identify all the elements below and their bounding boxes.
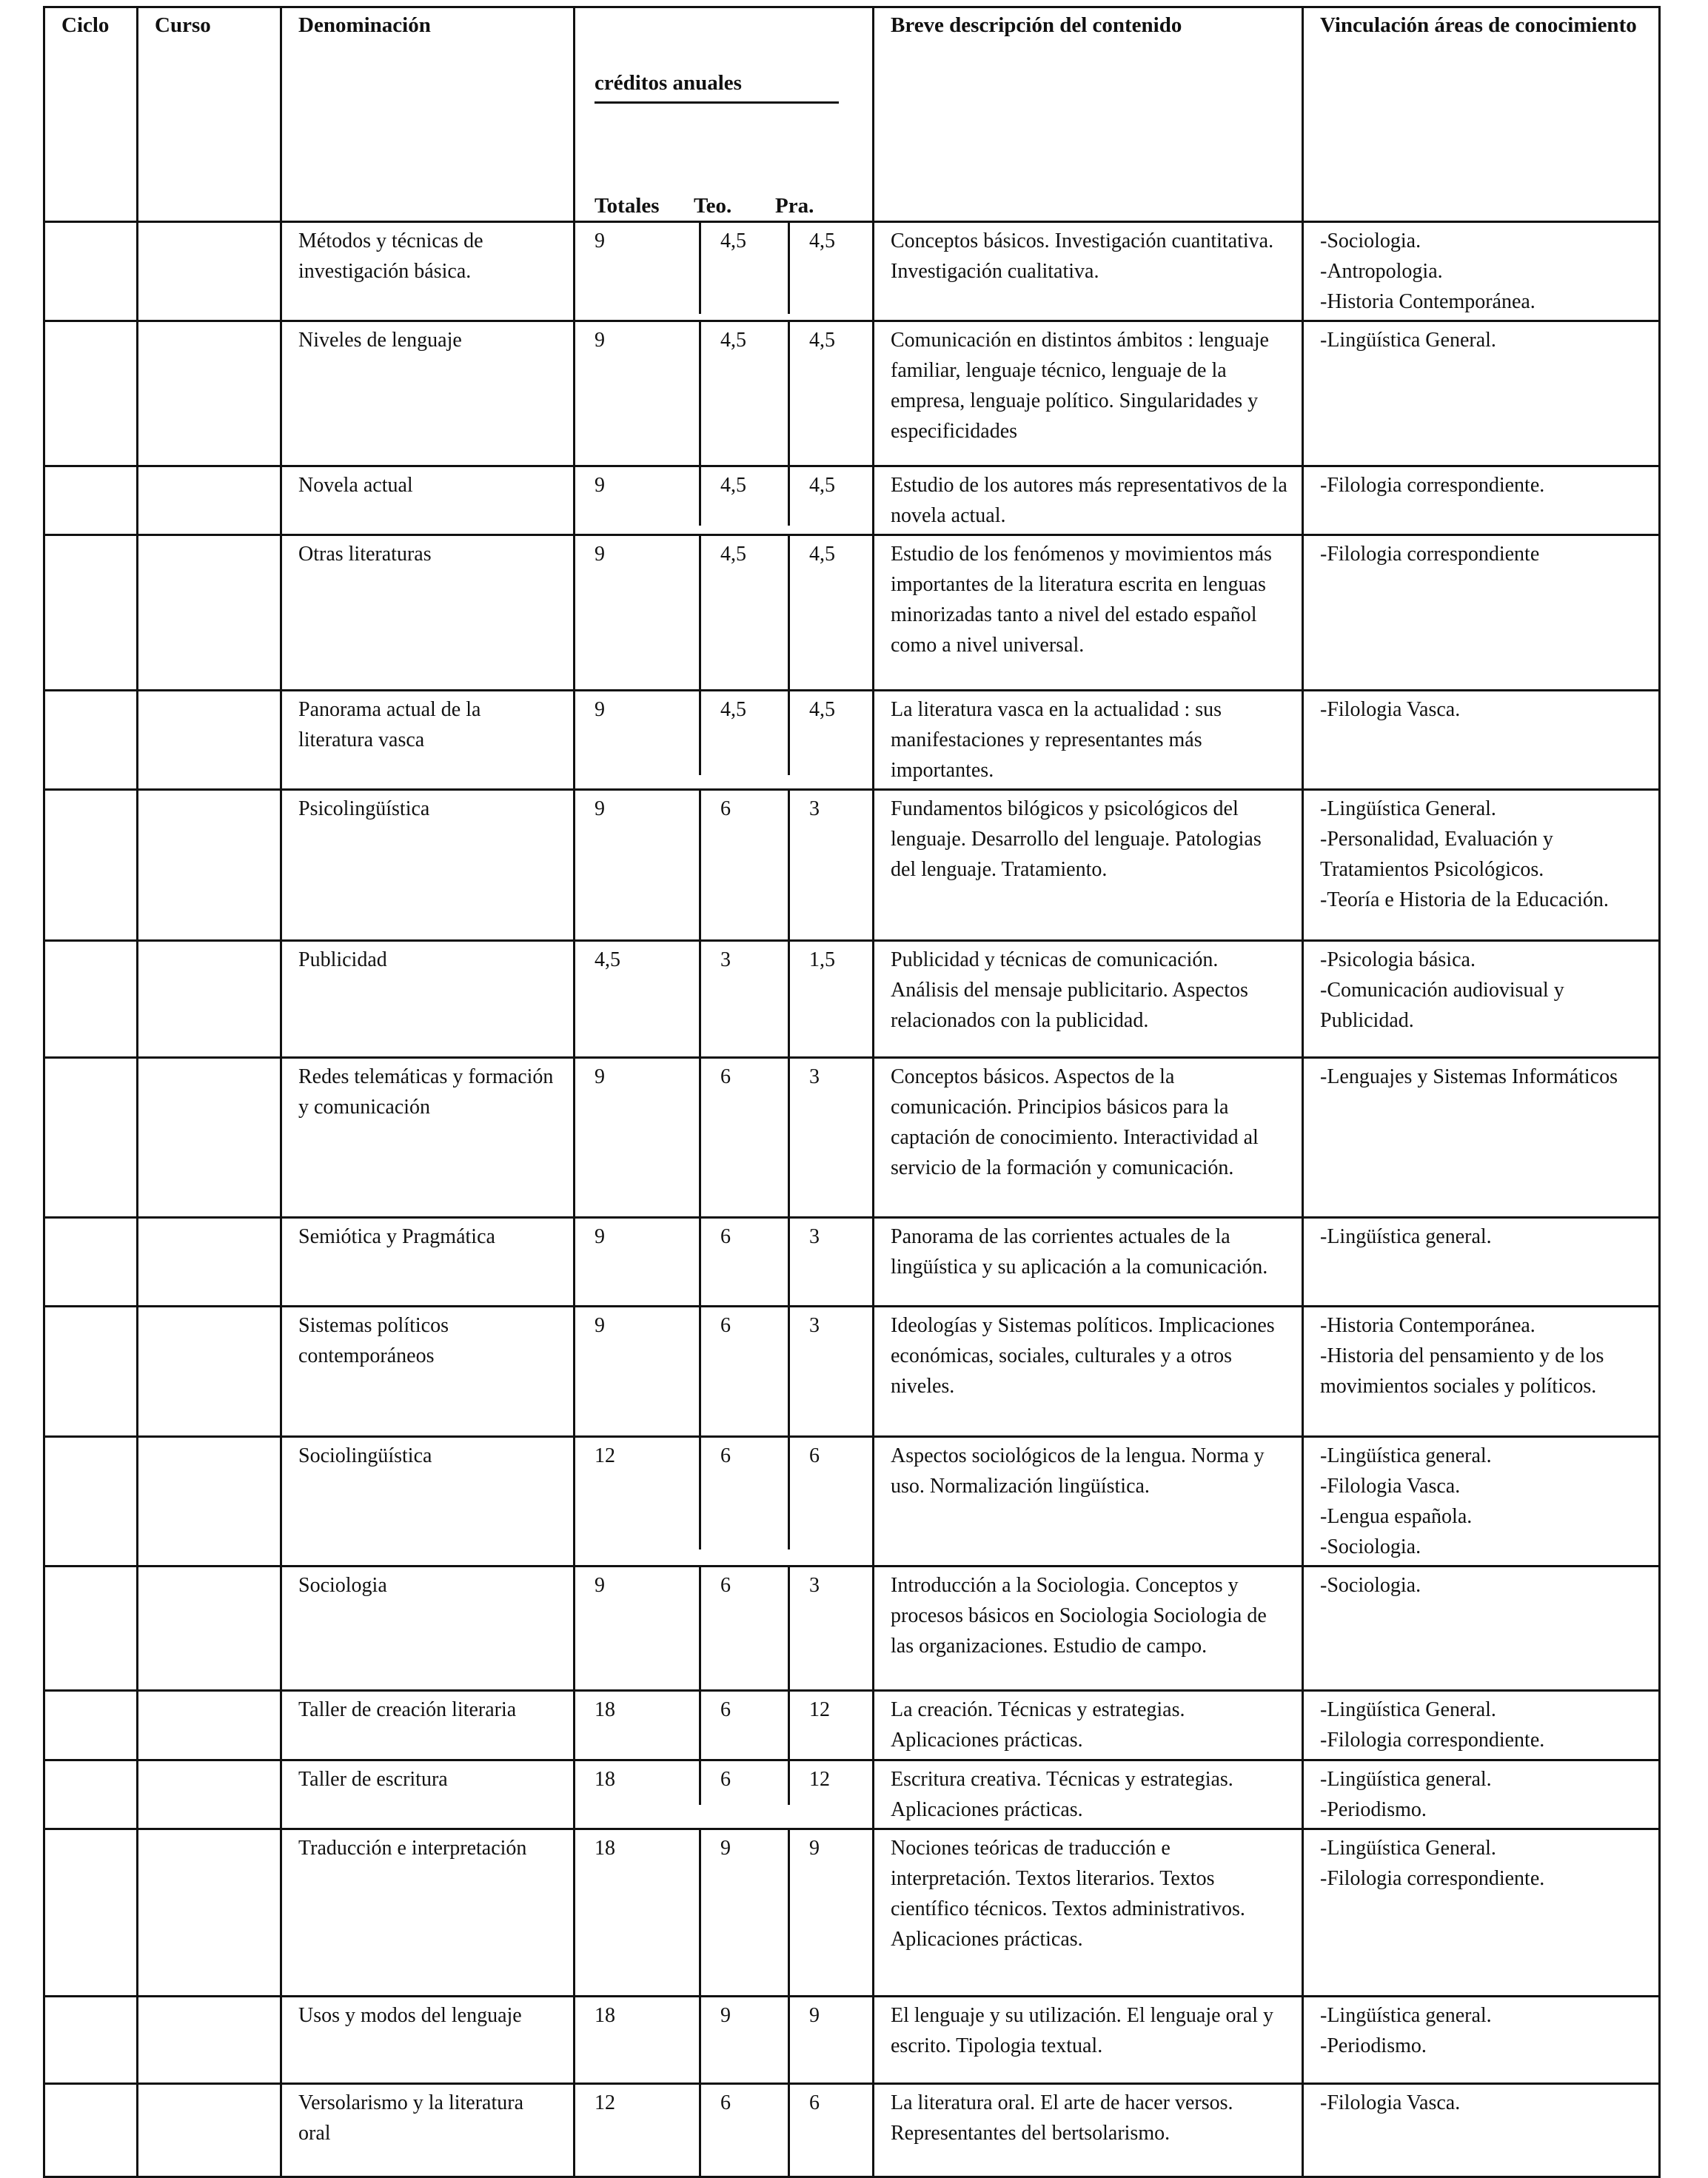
cell-ciclo: [44, 1760, 138, 1829]
table-row: [44, 1437, 1660, 1567]
cell-vinculacion: -Lingüística General. -Filologia correspondiente.: [1303, 1691, 1660, 1760]
cell-teo: 6: [701, 1692, 790, 1759]
cell-totales: 9: [575, 1567, 701, 1689]
cell-denominacion: Redes telemáticas y formación y comunicación: [281, 1058, 575, 1218]
cell-vinculacion: -Filologia Vasca.: [1303, 2084, 1660, 2177]
cell-ciclo: [44, 1058, 138, 1218]
cell-descripcion: Conceptos básicos. Aspectos de la comunicación. Principios básicos para la captación de conocimiento. Interactividad al servicio de la formación y comunicación.: [874, 1058, 1303, 1218]
credits-group: [575, 1997, 872, 2082]
cell-curso: [138, 790, 281, 941]
cell-vinculacion: -Filologia Vasca.: [1303, 691, 1660, 790]
cell-pra: 12: [809, 1768, 830, 1791]
cell-pra: 6: [809, 1444, 820, 1467]
cell-denominacion: Taller de escritura: [281, 1760, 575, 1829]
credits-group: [575, 223, 872, 314]
cell-pra: 3: [809, 1225, 820, 1248]
cell-totales: 9: [575, 1307, 701, 1435]
cell-descripcion: El lenguaje y su utilización. El lenguaje oral y escrito. Tipologia textual.: [874, 1997, 1303, 2084]
cell-vinculacion: -Filologia correspondiente.: [1303, 466, 1660, 535]
cell-ciclo: [44, 1829, 138, 1997]
cell-curso: [138, 1058, 281, 1218]
cell-ciclo: [44, 535, 138, 691]
curriculum-table: [43, 6, 1661, 2178]
table-row: [44, 321, 1660, 466]
cell-curso: [138, 1997, 281, 2084]
cell-ciclo: [44, 321, 138, 466]
cell-curso: [138, 1437, 281, 1567]
cell-totales: 18: [575, 1997, 701, 2082]
cell-pra: 9: [809, 2004, 820, 2027]
cell-pra: 3: [809, 1574, 820, 1597]
credits-group: [575, 322, 872, 465]
cell-pra: 1,5: [809, 948, 835, 971]
cell-creditos: [575, 1058, 874, 1218]
cell-vinculacion: -Lingüística general. -Filologia Vasca. -Lengua española. -Sociologia.: [1303, 1437, 1660, 1567]
cell-descripcion: Panorama de las corrientes actuales de la lingüística y su aplicación a la comunicación.: [874, 1218, 1303, 1307]
header-row: [44, 7, 1660, 222]
cell-descripcion: Introducción a la Sociologia. Conceptos y procesos básicos en Sociologia Sociologia de las organizaciones. Estudio de campo.: [874, 1567, 1303, 1691]
cell-teo: 4,5: [701, 223, 790, 314]
cell-teo: 9: [701, 1830, 790, 1995]
cell-ciclo: [44, 1218, 138, 1307]
cell-denominacion: Sociologia: [281, 1567, 575, 1691]
cell-descripcion: Comunicación en distintos ámbitos : lenguaje familiar, lenguaje técnico, lenguaje de la empresa, lenguaje político. Singularidades y especificidades: [874, 321, 1303, 466]
cell-totales: 18: [575, 1692, 701, 1759]
header-denominacion: Denominación: [281, 7, 575, 222]
cell-ciclo: [44, 1997, 138, 2084]
cell-teo: 6: [701, 1219, 790, 1305]
cell-creditos: [575, 790, 874, 941]
cell-vinculacion: -Lingüística General.: [1303, 321, 1660, 466]
cell-teo: 6: [701, 1307, 790, 1435]
cell-ciclo: [44, 941, 138, 1058]
cell-totales: 12: [575, 1438, 701, 1549]
cell-curso: [138, 1567, 281, 1691]
cell-curso: [138, 1829, 281, 1997]
header-creditos: [575, 7, 874, 222]
cell-totales: 12: [575, 2085, 701, 2176]
cell-pra: 4,5: [809, 474, 835, 497]
cell-teo: 4,5: [701, 536, 790, 689]
credits-group: [575, 536, 872, 689]
table-row: [44, 1218, 1660, 1307]
cell-ciclo: [44, 1691, 138, 1760]
cell-ciclo: [44, 1437, 138, 1567]
cell-vinculacion: -Lenguajes y Sistemas Informáticos: [1303, 1058, 1660, 1218]
cell-creditos: [575, 1218, 874, 1307]
cell-totales: 18: [575, 1761, 701, 1805]
cell-creditos: [575, 2084, 874, 2177]
credits-group: [575, 1761, 872, 1805]
table-row: [44, 1307, 1660, 1437]
table-row: [44, 2084, 1660, 2177]
header-pra: Pra.: [775, 194, 814, 218]
credits-group: [575, 1567, 872, 1689]
table-row: [44, 1997, 1660, 2084]
cell-creditos: [575, 1307, 874, 1437]
cell-curso: [138, 222, 281, 321]
cell-curso: [138, 321, 281, 466]
cell-teo: 4,5: [701, 691, 790, 775]
cell-denominacion: Versolarismo y la literatura oral: [281, 2084, 575, 2177]
cell-teo: 9: [701, 1997, 790, 2082]
credits-group: [575, 1307, 872, 1435]
cell-vinculacion: -Lingüística General. -Filologia correspondiente.: [1303, 1829, 1660, 1997]
cell-descripcion: Aspectos sociológicos de la lengua. Norma y uso. Normalización lingüística.: [874, 1437, 1303, 1567]
cell-totales: 18: [575, 1830, 701, 1995]
cell-denominacion: Otras literaturas: [281, 535, 575, 691]
cell-totales: 9: [575, 691, 701, 775]
cell-ciclo: [44, 466, 138, 535]
cell-descripcion: La literatura vasca en la actualidad : sus manifestaciones y representantes más importantes.: [874, 691, 1303, 790]
cell-teo: 6: [701, 1567, 790, 1689]
cell-pra: 3: [809, 1314, 820, 1337]
cell-descripcion: Fundamentos bilógicos y psicológicos del lenguaje. Desarrollo del lenguaje. Patologias del lenguaje. Tratamiento.: [874, 790, 1303, 941]
cell-vinculacion: -Psicologia básica. -Comunicación audiovisual y Publicidad.: [1303, 941, 1660, 1058]
credits-group: [575, 691, 872, 775]
cell-teo: 3: [701, 942, 790, 1056]
cell-creditos: [575, 1437, 874, 1567]
cell-pra: 4,5: [809, 329, 835, 352]
cell-teo: 4,5: [701, 322, 790, 465]
cell-totales: 9: [575, 536, 701, 689]
cell-totales: 9: [575, 1219, 701, 1305]
cell-denominacion: Métodos y técnicas de investigación básica.: [281, 222, 575, 321]
table-row: [44, 1058, 1660, 1218]
cell-denominacion: Niveles de lenguaje: [281, 321, 575, 466]
cell-creditos: [575, 1829, 874, 1997]
credits-group: [575, 942, 872, 1056]
cell-ciclo: [44, 1567, 138, 1691]
cell-denominacion: Publicidad: [281, 941, 575, 1058]
table-row: [44, 790, 1660, 941]
cell-totales: 9: [575, 1059, 701, 1216]
cell-descripcion: Ideologías y Sistemas políticos. Implicaciones económicas, sociales, culturales y a otros niveles.: [874, 1307, 1303, 1437]
table-row: [44, 1691, 1660, 1760]
cell-creditos: [575, 941, 874, 1058]
credits-group: [575, 1059, 872, 1216]
cell-curso: [138, 466, 281, 535]
cell-creditos: [575, 222, 874, 321]
table-row: [44, 691, 1660, 790]
cell-ciclo: [44, 691, 138, 790]
cell-vinculacion: -Lingüística General. -Personalidad, Evaluación y Tratamientos Psicológicos. -Teoría e Historia de la Educación.: [1303, 790, 1660, 941]
cell-teo: 6: [701, 2085, 790, 2176]
header-vinculacion: Vinculación áreas de conocimiento: [1303, 7, 1660, 222]
cell-vinculacion: -Filologia correspondiente: [1303, 535, 1660, 691]
cell-descripcion: Estudio de los autores más representativos de la novela actual.: [874, 466, 1303, 535]
cell-totales: 9: [575, 791, 701, 939]
cell-curso: [138, 535, 281, 691]
cell-ciclo: [44, 222, 138, 321]
cell-curso: [138, 1218, 281, 1307]
cell-denominacion: Semiótica y Pragmática: [281, 1218, 575, 1307]
cell-denominacion: Traducción e interpretación: [281, 1829, 575, 1997]
cell-creditos: [575, 321, 874, 466]
cell-creditos: [575, 691, 874, 790]
table-row: [44, 222, 1660, 321]
cell-pra: 4,5: [809, 543, 835, 566]
cell-denominacion: Panorama actual de la literatura vasca: [281, 691, 575, 790]
header-curso: Curso: [138, 7, 281, 222]
cell-pra: 12: [809, 1698, 830, 1721]
cell-denominacion: Psicolingüística: [281, 790, 575, 941]
table-body: [44, 222, 1660, 2177]
cell-creditos: [575, 1997, 874, 2084]
cell-denominacion: Usos y modos del lenguaje: [281, 1997, 575, 2084]
cell-denominacion: Sistemas políticos contemporáneos: [281, 1307, 575, 1437]
cell-creditos: [575, 1691, 874, 1760]
table-row: [44, 941, 1660, 1058]
curriculum-table-sheet: [43, 6, 1658, 2145]
cell-ciclo: [44, 2084, 138, 2177]
header-descripcion: Breve descripción del contenido: [874, 7, 1303, 222]
cell-ciclo: [44, 790, 138, 941]
cell-descripcion: Publicidad y técnicas de comunicación. Análisis del mensaje publicitario. Aspectos relacionados con la publicidad.: [874, 941, 1303, 1058]
cell-curso: [138, 691, 281, 790]
cell-vinculacion: -Lingüística general. -Periodismo.: [1303, 1997, 1660, 2084]
cell-descripcion: Nociones teóricas de traducción e interpretación. Textos literarios. Textos científico técnicos. Textos administrativos. Aplicaciones prácticas.: [874, 1829, 1303, 1997]
table-row: [44, 1760, 1660, 1829]
credits-group: [575, 2085, 872, 2176]
header-totales: Totales: [595, 194, 660, 218]
table-row: [44, 535, 1660, 691]
table-row: [44, 1567, 1660, 1691]
cell-curso: [138, 1760, 281, 1829]
header-teo: Teo.: [694, 194, 732, 218]
cell-pra: 9: [809, 1837, 820, 1860]
cell-totales: 9: [575, 322, 701, 465]
cell-creditos: [575, 535, 874, 691]
cell-teo: 4,5: [701, 467, 790, 526]
cell-curso: [138, 2084, 281, 2177]
table-row: [44, 1829, 1660, 1997]
cell-ciclo: [44, 1307, 138, 1437]
header-ciclo: Ciclo: [44, 7, 138, 222]
cell-vinculacion: -Sociologia.: [1303, 1567, 1660, 1691]
cell-pra: 6: [809, 2091, 820, 2114]
cell-vinculacion: -Lingüística general.: [1303, 1218, 1660, 1307]
cell-creditos: [575, 466, 874, 535]
cell-teo: 6: [701, 1059, 790, 1216]
cell-vinculacion: -Lingüística general. -Periodismo.: [1303, 1760, 1660, 1829]
credits-group: [575, 1438, 872, 1549]
cell-pra: 3: [809, 1065, 820, 1088]
cell-descripcion: La literatura oral. El arte de hacer versos. Representantes del bertsolarismo.: [874, 2084, 1303, 2177]
credits-group: [575, 467, 872, 526]
cell-denominacion: Sociolingüística: [281, 1437, 575, 1567]
cell-totales: 9: [575, 223, 701, 314]
credits-group: [575, 1219, 872, 1305]
cell-descripcion: Conceptos básicos. Investigación cuantitativa. Investigación cualitativa.: [874, 222, 1303, 321]
credits-group: [575, 1830, 872, 1995]
cell-creditos: [575, 1567, 874, 1691]
cell-teo: 6: [701, 1761, 790, 1805]
credits-group: [575, 791, 872, 939]
cell-descripcion: La creación. Técnicas y estrategias. Aplicaciones prácticas.: [874, 1691, 1303, 1760]
cell-denominacion: Taller de creación literaria: [281, 1691, 575, 1760]
cell-descripcion: Estudio de los fenómenos y movimientos más importantes de la literatura escrita en lenguas minorizadas tanto a nivel del estado español como a nivel universal.: [874, 535, 1303, 691]
cell-denominacion: Novela actual: [281, 466, 575, 535]
cell-vinculacion: -Historia Contemporánea. -Historia del pensamiento y de los movimientos sociales y políticos.: [1303, 1307, 1660, 1437]
cell-curso: [138, 1307, 281, 1437]
cell-creditos: [575, 1760, 874, 1829]
cell-descripcion: Escritura creativa. Técnicas y estrategias. Aplicaciones prácticas.: [874, 1760, 1303, 1829]
header-creditos-title: créditos anuales: [595, 69, 839, 104]
cell-totales: 9: [575, 467, 701, 526]
table-row: [44, 466, 1660, 535]
cell-teo: 6: [701, 1438, 790, 1549]
cell-curso: [138, 1691, 281, 1760]
cell-pra: 3: [809, 797, 820, 820]
cell-pra: 4,5: [809, 698, 835, 721]
cell-teo: 6: [701, 791, 790, 939]
credits-group: [575, 1692, 872, 1759]
cell-curso: [138, 941, 281, 1058]
cell-totales: 4,5: [575, 942, 701, 1056]
cell-pra: 4,5: [809, 229, 835, 252]
cell-vinculacion: -Sociologia. -Antropologia. -Historia Contemporánea.: [1303, 222, 1660, 321]
